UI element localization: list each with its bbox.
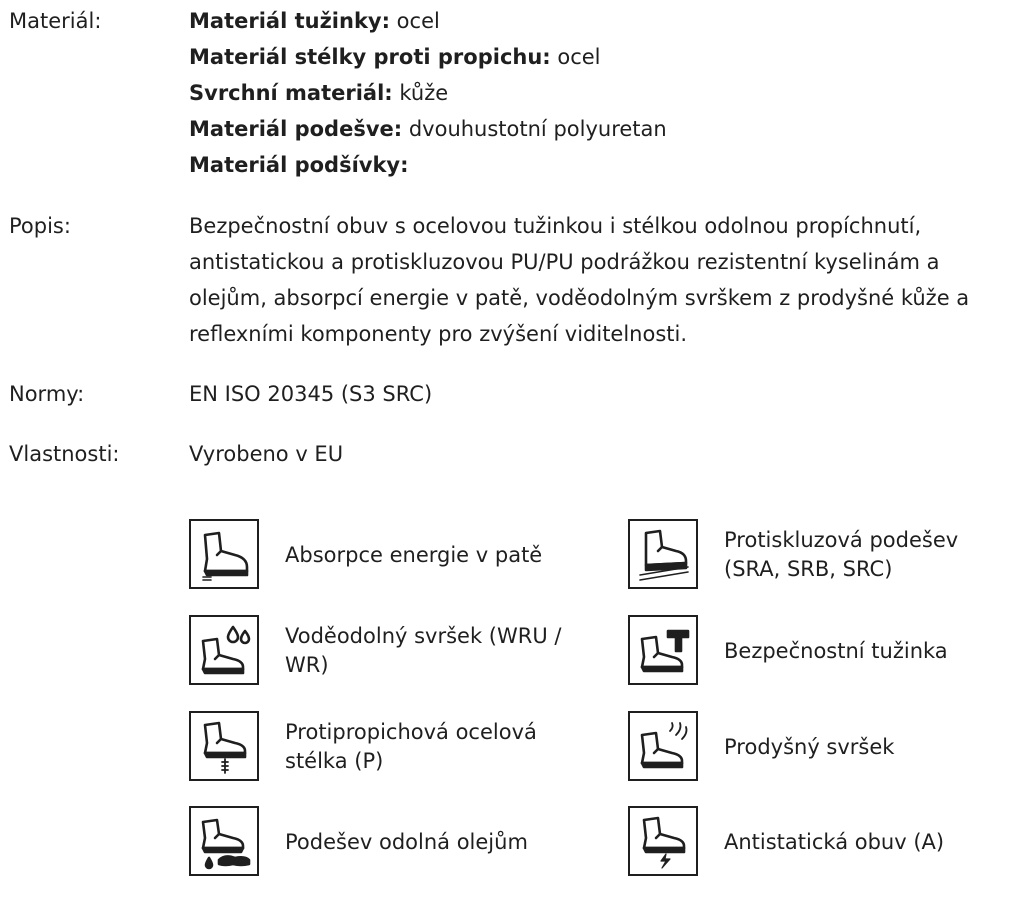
popis-line: Bezpečnostní obuv s ocelovou tužinkou i stélkou odolnou propíchnutí, xyxy=(189,214,922,238)
normy-value: EN ISO 20345 (S3 SRC) xyxy=(189,382,433,406)
feature-label: Podešev odolná olejům xyxy=(285,829,528,854)
material-item-key: Materiál podešve: xyxy=(189,117,403,141)
material-item-key: Materiál tužinky: xyxy=(189,9,390,33)
feature-label: (SRA, SRB, SRC) xyxy=(724,557,893,581)
feature-label: Protipropichová ocelová xyxy=(285,720,537,744)
material-item-key: Materiál podšívky: xyxy=(189,153,409,177)
boot-antistatic-icon xyxy=(628,806,698,876)
material-item-key: Materiál stélky proti propichu: xyxy=(189,45,551,69)
feature-water-resistant xyxy=(189,615,609,687)
feature-text xyxy=(285,519,595,591)
feature-label: Absorpce energie v patě xyxy=(285,542,543,567)
feature-label: Voděodolný svršek (WRU / xyxy=(285,624,562,648)
boot-breathable-icon xyxy=(628,711,698,781)
popis-label: Popis: xyxy=(9,214,71,238)
feature-label: WR) xyxy=(285,653,329,677)
material-label: Materiál: xyxy=(9,9,102,33)
feature-label: Protiskluzová podešev xyxy=(724,528,959,552)
material-item xyxy=(189,39,667,75)
material-item-value: ocel xyxy=(550,45,601,69)
feature-text xyxy=(724,806,1030,878)
popis-text xyxy=(189,208,969,352)
feature-text xyxy=(285,711,595,783)
vlastnosti-label: Vlastnosti: xyxy=(9,442,120,466)
material-item xyxy=(189,147,667,183)
feature-penetration xyxy=(189,711,609,783)
boot-slip-resistant-icon xyxy=(628,519,698,589)
feature-oil-resistant xyxy=(189,806,609,878)
boot-heel-energy-icon xyxy=(189,519,259,589)
feature-energy-absorption xyxy=(189,519,609,591)
feature-toecap xyxy=(628,615,1030,687)
feature-antistatic xyxy=(628,806,1030,878)
popis-line: reflexními komponenty pro zvýšení viditelnosti. xyxy=(189,322,688,346)
material-item-value: kůže xyxy=(392,81,449,105)
feature-text xyxy=(724,615,1030,687)
material-item-value: dvouhustotní polyuretan xyxy=(402,117,667,141)
feature-text xyxy=(285,615,595,687)
feature-label: Bezpečnostní tužinka xyxy=(724,638,948,663)
vlastnosti-value: Vyrobeno v EU xyxy=(189,442,344,466)
feature-text xyxy=(285,806,595,878)
feature-text xyxy=(724,519,1030,591)
normy-label: Normy: xyxy=(9,382,85,406)
feature-label: Antistatická obuv (A) xyxy=(724,829,945,854)
boot-toecap-icon xyxy=(628,615,698,685)
feature-breathable xyxy=(628,711,1030,783)
feature-label: stélka (P) xyxy=(285,749,384,773)
feature-text xyxy=(724,711,1030,783)
feature-label: Prodyšný svršek xyxy=(724,734,895,759)
boot-penetration-icon xyxy=(189,711,259,781)
material-item-key: Svrchní materiál: xyxy=(189,81,393,105)
boot-oil-resistant-icon xyxy=(189,806,259,876)
material-list xyxy=(189,3,667,183)
feature-slip-resistant xyxy=(628,519,1030,591)
material-item xyxy=(189,75,667,111)
material-item xyxy=(189,111,667,147)
material-item-value: ocel xyxy=(390,9,440,33)
popis-line: antistatickou a protiskluzovou PU/PU podrážkou rezistentní kyselinám a xyxy=(189,250,940,274)
material-item xyxy=(189,3,667,39)
popis-line: olejům, absorpcí energie v patě, voděodolným svrškem z prodyšné kůže a xyxy=(189,286,970,310)
boot-water-resistant-icon xyxy=(189,615,259,685)
